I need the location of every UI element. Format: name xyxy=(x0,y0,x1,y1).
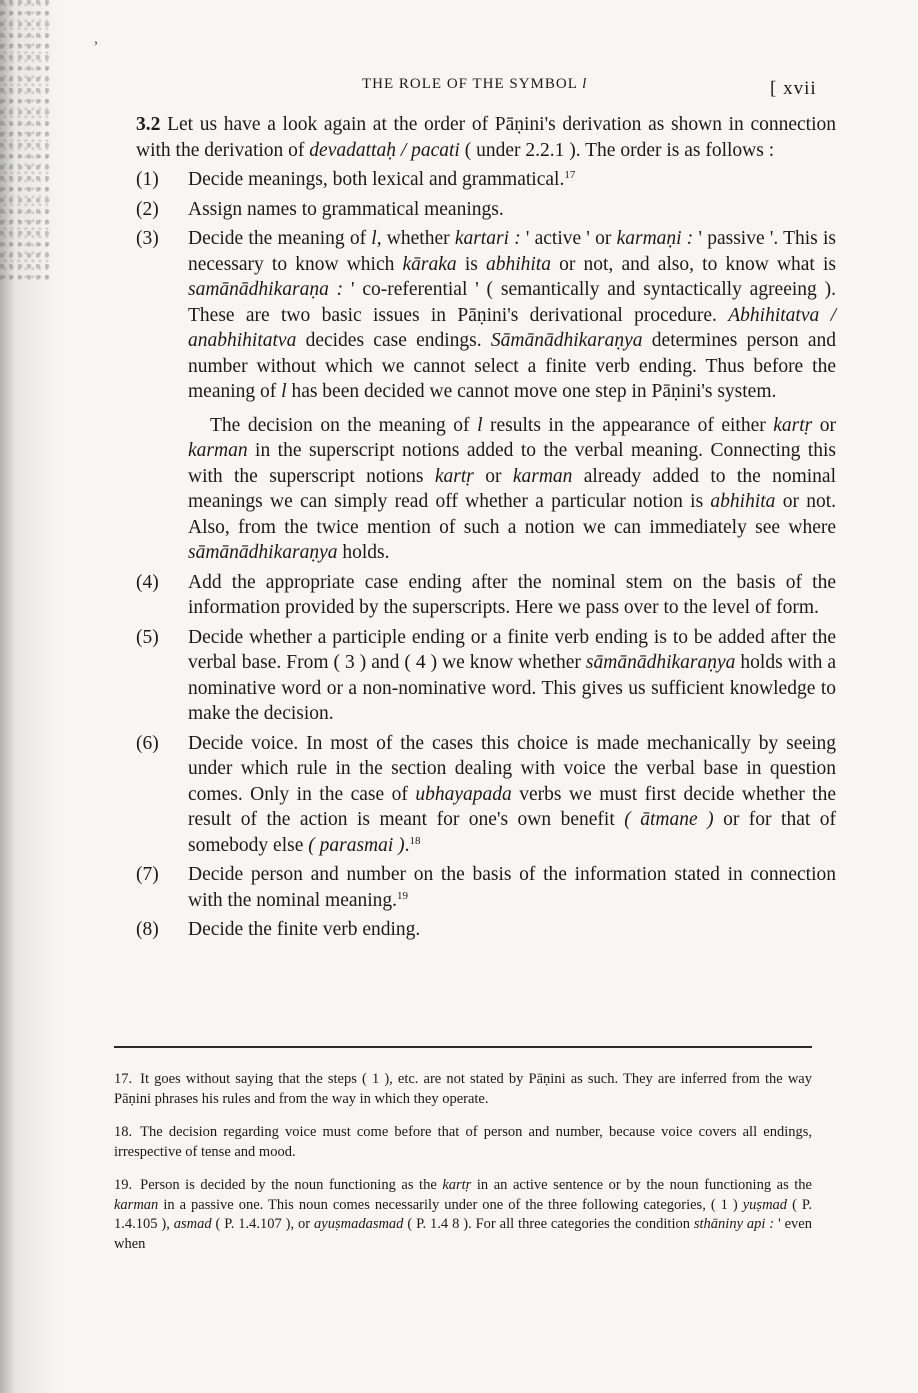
step-number: (7) xyxy=(136,864,159,885)
step-3-paragraph-1 xyxy=(188,226,836,405)
text-run: or for that of somebody else xyxy=(188,809,836,856)
text-run: decides case endings. xyxy=(296,330,491,351)
text-run: or xyxy=(473,465,513,487)
step-3-paragraph-2 xyxy=(188,413,836,566)
text-run: holds with a nominative word or a non-nominative word. This gives us sufficient knowledge to make the decision. xyxy=(188,652,836,724)
step-3 xyxy=(136,226,836,566)
footnote-number: 18. xyxy=(114,1124,133,1140)
text-run: Decide whether a participle ending or a finite verb ending is to be added after the verbal base. From ( 3 ) and ( 4 ) we know whether xyxy=(188,626,836,673)
step-text: Add the appropriate case ending after the nominal stem on the basis of the information provided by the superscripts. Here we pass over to the level of form. xyxy=(188,571,836,618)
italic-term: ubhayapada xyxy=(415,783,512,805)
footnote-divider xyxy=(114,1046,812,1048)
text-run: in a passive one. This noun comes necessarily under one of the three following categories, ( 1 ) xyxy=(158,1196,743,1213)
footnote-ref: 19 xyxy=(397,889,409,902)
stray-mark: , xyxy=(94,30,98,47)
italic-term: Abhihitatva / anabhihitatva xyxy=(188,304,836,351)
italic-term: yuṣmad xyxy=(742,1196,788,1213)
page-edge-speckle xyxy=(0,0,50,280)
italic-term: kartṛ xyxy=(442,1177,472,1193)
footnote-number: 19. xyxy=(114,1177,133,1193)
step-text: Decide meanings, both lexical and grammatical. xyxy=(188,169,565,190)
italic-term: kartṛ xyxy=(773,414,813,436)
text-run: is xyxy=(456,253,486,275)
footnote-ref: 18 xyxy=(409,834,421,847)
step-number: (2) xyxy=(136,198,159,220)
text-run: has been decided we cannot move one step in Pāṇini's system. xyxy=(286,381,777,402)
step-7 xyxy=(136,862,836,913)
text-run: holds. xyxy=(337,542,390,563)
italic-term: samānādhikaraṇa : xyxy=(188,279,344,300)
text-run: in an active sentence or by the noun functioning as the xyxy=(471,1177,812,1193)
step-5-paragraph xyxy=(188,625,836,727)
text-run: ( P. 1.4 8 ). For all three categories the condition xyxy=(403,1216,694,1232)
italic-term: Sāmānādhikaraṇya xyxy=(490,330,643,351)
footnotes xyxy=(114,1070,812,1268)
section-number: 3.2 xyxy=(136,114,161,135)
step-6-paragraph xyxy=(188,731,836,859)
intro-paragraph xyxy=(136,112,836,163)
intro-text-b: ( under 2.2.1 ). The order is as follows : xyxy=(459,139,775,161)
step-6 xyxy=(136,731,836,859)
italic-term: kāraka xyxy=(402,253,457,275)
text-run: ' even when xyxy=(114,1216,812,1252)
step-number: (6) xyxy=(136,732,159,754)
footnote-number: 17. xyxy=(114,1071,133,1087)
footnote-19 xyxy=(114,1176,812,1254)
footnote-text xyxy=(114,1177,812,1252)
text-run: Decide the meaning of xyxy=(188,228,372,249)
italic-term: sāmānādhikaraṇya xyxy=(585,652,736,673)
text-run: or not, and also, to know what is xyxy=(550,253,836,275)
footnote-text xyxy=(114,1071,812,1107)
italic-term: karman xyxy=(114,1196,159,1213)
italic-term: ayuṣmadasmad xyxy=(314,1216,404,1232)
text-run: ' co-referential ' ( semantically and syntactically agreeing ). These are two basic issues in Pāṇini's derivational procedure. xyxy=(188,279,836,326)
footnote-text xyxy=(114,1124,812,1160)
footnote-ref: 17 xyxy=(564,169,576,181)
italic-term: kartṛ xyxy=(434,465,474,487)
text-run: It goes without saying that the steps ( 1 ), etc. are not stated by Pāṇini as such. They are inferred from the way Pāṇini phrases his rules and from the way in which they operate. xyxy=(114,1071,812,1107)
text-run: . xyxy=(404,834,410,856)
text-run: or xyxy=(812,414,837,436)
italic-term: kartari : xyxy=(454,228,521,249)
step-2 xyxy=(136,197,836,223)
text-run: ( P. 1.4.105 ), xyxy=(114,1196,812,1232)
italic-term: sthāniny api : xyxy=(693,1216,775,1232)
page-number: [ xvii xyxy=(770,78,817,99)
italic-term: karman xyxy=(512,465,573,487)
footnote-17 xyxy=(114,1070,812,1109)
text-run: The decision regarding voice must come before that of person and number, because voice covers all endings, irrespective of tense and mood. xyxy=(114,1124,812,1160)
intro-text-a: Let us have a look again at the order of Pāṇini's derivation as shown in connection with the derivation of xyxy=(136,114,837,161)
text-run: ' active ' or xyxy=(520,228,617,249)
text-run: Person is decided by the noun functioning as the xyxy=(140,1177,443,1193)
main-content xyxy=(136,112,836,947)
italic-term: l xyxy=(477,414,483,436)
footnote-18 xyxy=(114,1123,812,1162)
running-title-symbol: l xyxy=(582,76,588,92)
italic-term: abhihita xyxy=(485,253,551,275)
text-run: determines person and number without which we cannot select a finite verb ending. Thus before the meaning of xyxy=(188,330,836,402)
step-text: Decide person and number on the basis of the information stated in connection with the nominal meaning. xyxy=(188,864,836,911)
running-title xyxy=(362,76,587,93)
step-text: Decide the finite verb ending. xyxy=(188,919,421,940)
text-run: ( P. 1.4.107 ), or xyxy=(211,1216,315,1232)
italic-term: karmaṇi : xyxy=(616,228,694,249)
italic-term: l xyxy=(281,381,287,402)
text-run: results in the appearance of either xyxy=(482,414,774,436)
text-run: Decide voice. In most of the cases this choice is made mechanically by seeing under which rule in the section dealing with voice the verbal base in question comes. Only in the case of xyxy=(188,732,836,805)
italic-term: abhihita xyxy=(710,491,776,512)
italic-term: sāmānādhikaraṇya xyxy=(188,542,338,563)
step-8 xyxy=(136,917,836,943)
italic-term: karman xyxy=(188,440,248,461)
intro-italic: devadattaḥ / pacati xyxy=(309,139,460,161)
step-number: (4) xyxy=(136,571,159,593)
text-run: or not. Also, from the twice mention of such a notion we can immediately see where xyxy=(188,491,836,538)
step-text: Assign names to grammatical meanings. xyxy=(188,198,504,220)
text-run: whether xyxy=(381,228,455,249)
step-number: (1) xyxy=(136,169,159,190)
step-4 xyxy=(136,570,836,621)
running-header xyxy=(0,72,918,102)
text-run: The decision on the meaning of xyxy=(210,414,478,436)
running-title-text: THE ROLE OF THE SYMBOL xyxy=(362,76,578,92)
step-number: (8) xyxy=(136,919,159,940)
step-number: (5) xyxy=(136,626,159,648)
step-5 xyxy=(136,625,836,727)
text-run: already added to the nominal meanings we can simply read off whether a particular notion is xyxy=(188,465,836,512)
text-run: in the superscript notions added to the verbal meaning. Connecting this with the superscript notions xyxy=(188,440,836,487)
steps-list xyxy=(136,167,836,943)
text-run: verbs we must first decide whether the result of the action is meant for one's own benefit xyxy=(188,783,836,830)
step-1 xyxy=(136,167,836,193)
text-run: ' passive '. This is necessary to know which xyxy=(188,228,836,275)
italic-term: l, xyxy=(371,228,382,249)
italic-term: ( parasmai ) xyxy=(308,834,405,856)
step-number: (3) xyxy=(136,228,159,249)
italic-term: asmad xyxy=(173,1216,212,1232)
italic-term: ( ātmane ) xyxy=(624,809,714,830)
